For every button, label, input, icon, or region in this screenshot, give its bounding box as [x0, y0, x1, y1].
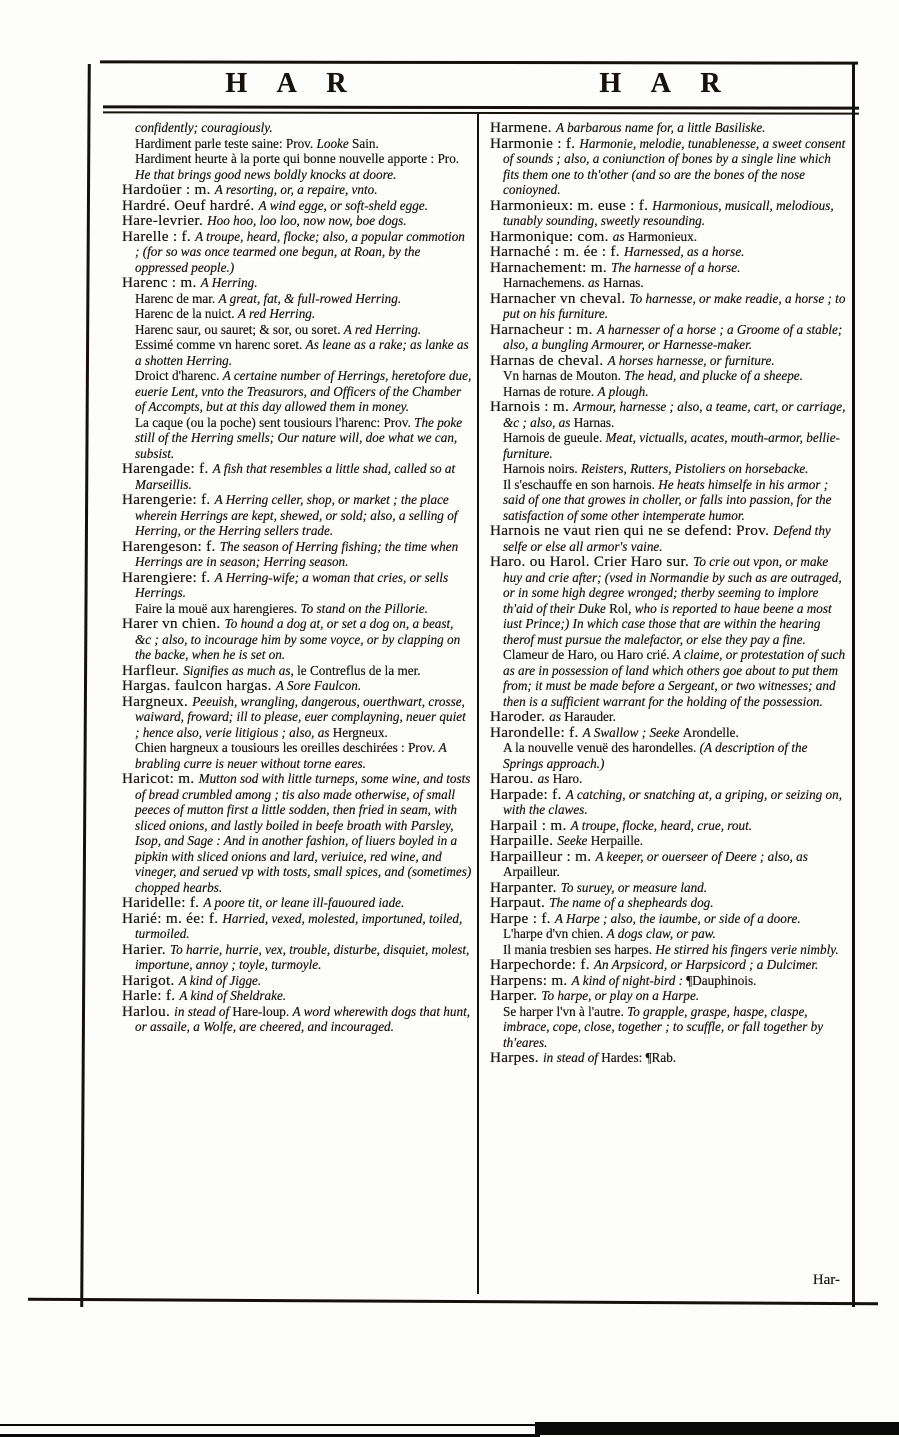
headword-text: Hardoüer : m. — [122, 181, 215, 198]
headword-text: Droict d'harenc. — [135, 368, 223, 383]
gloss-text: The poke still of the Herring smells; Our nature will, doe what we can, subsist. — [135, 414, 463, 461]
dictionary-entry — [122, 415, 472, 462]
gloss-text: Harmonious, musicall, melodious, tunably sounding, sweetly resounding. — [503, 197, 834, 228]
headword-text: La caque (ou la poche) sent tousiours l'harenc: Prov. — [135, 414, 415, 430]
gloss-text: A Harpe ; also, the iaumbe, or side of a doore. — [554, 910, 801, 926]
gloss-text: A poore tit, or leane ill-fauoured iade. — [203, 895, 405, 910]
gloss-text: The season of Herring fishing; the time when Herrings are in season; Herring season. — [135, 538, 459, 569]
dictionary-entry — [490, 523, 846, 554]
gloss-text: An Arpsicord, or Harpsicord ; a Dulcimer. — [593, 957, 819, 972]
headword-text: Harengiere: f. — [122, 568, 215, 586]
headword-text: Harenc de mar. — [135, 290, 219, 306]
gloss-text: A barbarous name for, a little Basiliske. — [555, 120, 766, 135]
headword-text: Rol — [609, 600, 629, 616]
headword-text: Harnois : m. — [490, 398, 574, 415]
dictionary-entry — [122, 678, 472, 694]
dictionary-entry — [490, 973, 846, 989]
headword-text: Il mania tresbien ses harpes. — [503, 941, 656, 957]
dictionary-entry — [122, 694, 472, 741]
dictionary-entry — [490, 353, 846, 369]
gloss-text: A Sore Faulcon. — [275, 678, 362, 693]
dictionary-entry — [490, 725, 846, 741]
gloss-text: A kind of Sheldrake. — [179, 988, 287, 1003]
dictionary-entry — [490, 291, 846, 322]
dictionary-entry — [490, 988, 846, 1004]
headword-text: Harenc : m. — [122, 274, 201, 291]
dictionary-entry — [122, 198, 472, 214]
column-left — [122, 120, 472, 1035]
dictionary-entry — [490, 942, 846, 958]
gloss-text: The name of a shepheards dog. — [549, 895, 714, 910]
headword-text: Hergneux. — [332, 724, 388, 740]
headword-text: Harnois ne vaut rien qui ne se defend: Prov. — [490, 522, 774, 539]
headword-text: Haricot: m. — [122, 770, 199, 787]
gloss-text: Seeke — [557, 833, 591, 848]
column-right — [490, 120, 846, 1066]
headword-text: Harmene. — [490, 119, 556, 136]
gloss-text: A catching, or snatching at, a griping, or seizing on, with the clawes. — [503, 786, 843, 817]
dictionary-entry — [122, 461, 472, 492]
headword-text: Harnaché : m. ée : f. — [490, 243, 624, 260]
dictionary-entry — [490, 244, 846, 260]
gloss-text: confidently; couragiously. — [135, 120, 273, 135]
headword-text: Harnas de roture. — [503, 383, 598, 399]
headword-text: Harmonie : f. — [490, 134, 580, 152]
headword-text: Harondelle: f. — [490, 723, 583, 741]
headword-text: ¶Dauphinois. — [686, 972, 757, 988]
gloss-text: Meat, victualls, acates, mouth-armor, bellie-furniture. — [503, 430, 840, 461]
headword-text: Harnas de cheval. — [490, 351, 608, 369]
headword-text: Harnois de gueule. — [503, 430, 606, 445]
gloss-text: Signifies as much as — [183, 662, 291, 678]
headword-text: Harer vn chien. — [122, 615, 225, 632]
gloss-text: A Swallow ; Seeke — [582, 724, 683, 740]
dictionary-entry — [490, 787, 846, 818]
headword-text: Hardes: ¶Rab. — [601, 1050, 677, 1065]
headword-text: Haro. — [552, 771, 583, 786]
dictionary-entry — [490, 771, 846, 787]
headword-text: Haridelle: f. — [122, 894, 204, 911]
headword-text: Harier. — [122, 940, 170, 958]
dictionary-entry — [122, 229, 472, 276]
headword-text: Harpaille. — [490, 832, 558, 849]
gloss-text: He that brings good news boldly knocks at doore. — [135, 166, 397, 182]
gloss-text: To hound a dog at, or set a dog on, a beast, &c ; also, to incourage him by some voyce, or by clapping on the backe, when he is set on. — [135, 616, 461, 662]
dictionary-entry — [490, 833, 846, 849]
scan-edge-band-thick — [535, 1422, 899, 1435]
gloss-text: Mutton sod with little turneps, some wine, and tosts of bread crumbled among ; tis also made otherwise, of small peeces of mutton first a little sodden, then fried in seam, with sliced onions, and lastly boiled in beefe broath with Parsley, Isop, and Sage : And in another fashion, of liuers boyled in a pipkin with sliced onions and lard, veriuice, red wine, and vineger, and serued vp with tosts, small spices, and (sometimes) chopped hearbs. — [135, 771, 472, 895]
headword-text: Harenc de la nuict. — [135, 306, 238, 321]
dictionary-entry — [122, 151, 472, 182]
headword-text: Harié: m. ée: f. — [122, 909, 223, 927]
dictionary-entry — [122, 337, 472, 368]
gloss-text: , who is reported to haue beene a most iust Prince;) In which case those that are within the hearing therof must pursue the malefactor, or else they pay a fine. — [503, 600, 832, 647]
headword-text: A la nouvelle venuë des harondelles. — [503, 740, 700, 755]
gloss-text: A kind of night-bird : — [571, 972, 687, 988]
running-head-left: H A R — [225, 68, 359, 99]
headword-text: Faire la mouë aux harengieres. — [135, 600, 301, 616]
headword-text: Harmonique: com. — [490, 227, 613, 245]
header-double-rule-top — [103, 105, 859, 109]
dictionary-entry — [122, 492, 472, 539]
gloss-text: as — [549, 709, 565, 724]
gloss-text: A dogs claw, or paw. — [606, 926, 716, 941]
gloss-text: in stead of — [543, 1050, 602, 1065]
dictionary-entry — [122, 895, 472, 911]
dictionary-entry — [122, 911, 472, 942]
headword-text: Harmonieux. — [627, 228, 698, 244]
gloss-text: To harnesse, or make readie, a horse ; to put on his furniture. — [503, 290, 846, 321]
gloss-text: A claime, or protestation of such as are in possession of land which others goe about to put them from; it must be made before a Sergeant, or two witnesses; and then is a sufficient warrant for the holding of the possession. — [503, 647, 846, 709]
headword-text: Harpechorde: f. — [490, 956, 594, 973]
dictionary-entry — [122, 136, 472, 152]
dictionary-entry — [490, 1004, 846, 1051]
headword-text: Se harper l'vn à l'autre. — [503, 1003, 628, 1019]
dictionary-entry — [122, 322, 472, 338]
headword-text: Hargas. faulcon hargas. — [122, 677, 276, 694]
gloss-text: To harrie, hurrie, vex, trouble, disturbe, disquiet, molest, importune, annoy ; toyle, turmoyle. — [135, 941, 470, 972]
headword-text: Harle: f. — [122, 987, 180, 1004]
gloss-text: A great, fat, & full-rowed Herring. — [218, 290, 402, 306]
headword-text: Hardré. Oeuf hardré. — [122, 196, 259, 214]
headword-text: Haro. ou Harol. Crier Haro sur. — [490, 553, 694, 570]
catchword: Har- — [812, 1272, 840, 1288]
dictionary-entry — [122, 182, 472, 198]
gloss-text: Harried, vexed, molested, importuned, toiled, turmoiled. — [135, 910, 463, 941]
headword-text: Harengeson: f. — [122, 537, 220, 555]
gloss-text: A resorting, or, a repaire, vnto. — [214, 182, 378, 197]
headword-text: Harnachemens. — [503, 275, 588, 290]
headword-text: Harelle : f. — [122, 227, 196, 245]
dictionary-entry — [490, 926, 846, 942]
gloss-text: To crie out vpon, or make huy and crie after; (vsed in Normandie by such as are outraged, or in some high degree wronged; therby seeming to implore th'aid of their Duke — [503, 554, 842, 616]
gloss-text: A Herring celler, shop, or market ; the place wherein Herrings are kept, shewed, or sold; also, a selling of Herring, or the Herring sellers trade. — [135, 492, 458, 538]
gloss-text: A harnesser of a horse ; a Groome of a stable; also, a bungling Armourer, or Harnesse-maker. — [503, 321, 843, 352]
gloss-text: To grapple, graspe, haspe, claspe, imbrace, cope, close, together ; to scuffle, or fall together by th'eares. — [503, 1003, 824, 1050]
gloss-text: A plough. — [597, 383, 649, 399]
column-divider-rule — [477, 114, 479, 1294]
dictionary-entry — [122, 942, 472, 973]
dictionary-entry — [122, 306, 472, 322]
headword-text: Vn harnas de Mouton. — [503, 368, 625, 383]
headword-text: Harenc saur, ou sauret; & sor, ou soret. — [135, 321, 344, 337]
headword-text: Hargneux. — [122, 692, 193, 710]
headword-text: Harnachement: m. — [490, 258, 612, 276]
gloss-text: He heats himselfe in his armor ; said of one that growes in choller, or falls into passion, for the satisfaction of some other intemperate humor. — [503, 476, 832, 523]
headword-text: Harpaut. — [490, 894, 550, 911]
dictionary-entry — [490, 136, 846, 198]
dictionary-entry — [122, 213, 472, 229]
gloss-text: The head, and plucke of a sheepe. — [624, 368, 803, 383]
headword-text: Harnois noirs. — [503, 461, 582, 476]
dictionary-entry — [122, 988, 472, 1004]
headword-text: Hare-levrier. — [122, 212, 208, 229]
gloss-text: A word wherewith dogs that hunt, or assaile, a Wolfe, are cheered, and incouraged. — [135, 1003, 471, 1034]
dictionary-entry — [490, 229, 846, 245]
dictionary-entry — [490, 275, 846, 291]
gloss-text: To stand on the Pillorie. — [300, 600, 428, 616]
gloss-text: To suruey, or measure land. — [560, 879, 708, 895]
gloss-text: as — [537, 771, 553, 786]
headword-text: Harou. — [490, 770, 538, 787]
headword-text: Haroder. — [490, 708, 550, 725]
running-head-right: H A R — [599, 68, 733, 99]
headword-text: Harpe : f. — [490, 909, 555, 927]
gloss-text: He stirred his fingers verie nimbly. — [655, 941, 839, 957]
gloss-text: (A description of the Springs approach.) — [503, 740, 808, 771]
gloss-text: as — [587, 275, 603, 290]
gloss-text: A troupe, heard, flocke; also, a popular commotion ; (for so was once tearmed one begun, at Roan, by the oppressed people.) — [135, 228, 465, 275]
dictionary-entry — [490, 818, 846, 834]
headword-text: Herpaille. — [590, 833, 644, 848]
headword-text: Harnacher vn cheval. — [490, 289, 630, 307]
dictionary-entry — [122, 539, 472, 570]
dictionary-entry — [490, 849, 846, 880]
gloss-text: A kind of Jigge. — [178, 972, 262, 988]
headword-text: Harfleur. — [122, 661, 184, 679]
gloss-text: A red Herring. — [237, 306, 316, 321]
dictionary-entry — [490, 368, 846, 384]
dictionary-entry — [490, 461, 846, 477]
dictionary-entry — [490, 260, 846, 276]
gloss-text: in stead of — [174, 1003, 233, 1019]
headword-text: Harnacheur : m. — [490, 320, 597, 338]
headword-text: Sain. — [352, 135, 379, 151]
dictionary-entry — [490, 895, 846, 911]
gloss-text: Reisters, Rutters, Pistoliers on horsebacke. — [581, 461, 809, 476]
headword-text: Harigot. — [122, 971, 179, 989]
gloss-text: A wind egge, or soft-sheld egge. — [258, 197, 428, 213]
header-double-rule-bottom — [103, 111, 859, 114]
dictionary-entry — [122, 973, 472, 989]
headword-text: Harpanter. — [490, 878, 561, 896]
headword-text: Harpens: m. — [490, 971, 572, 989]
headword-text: Harlou. — [122, 1002, 175, 1020]
headword-text: Harnas. — [573, 414, 615, 430]
headword-text: Hardiment heurte à la porte qui bonne nouvelle apporte : Pro. — [135, 151, 460, 166]
gloss-text: Peeuish, wrangling, dangerous, ouerthwart, crosse, waiward, froward; ill to please, euer complayning, neuer quiet ; hence also, verie litigious ; also, as — [135, 693, 466, 740]
dictionary-entry — [490, 709, 846, 725]
gloss-text: A brabling curre is neuer without torne eares. — [135, 740, 447, 771]
dictionary-entry — [490, 198, 846, 229]
headword-text: L'harpe d'vn chien. — [503, 926, 607, 941]
dictionary-entry — [490, 957, 846, 973]
page-frame-bottom-rule — [28, 1298, 878, 1305]
headword-text: Il s'eschauffe en son harnois. — [503, 476, 659, 492]
dictionary-entry — [490, 477, 846, 524]
gloss-text: A troupe, flocke, heard, crue, rout. — [570, 817, 753, 833]
headword-text: Hare-loup. — [232, 1003, 293, 1019]
gloss-text: A horses harnesse, or furniture. — [607, 352, 775, 368]
dictionary-entry — [490, 554, 846, 647]
headword-text: Harmonieux: m. euse : f. — [490, 196, 653, 214]
dictionary-entry — [122, 1004, 472, 1035]
gloss-text: A keeper, or ouerseer of Deere ; also, as — [595, 848, 808, 864]
gloss-text: A red Herring. — [343, 321, 422, 337]
gloss-text: Harmonie, melodie, tunablenesse, a sweet consent of sounds ; also, a coniunction of bones by a single line which fits them one to th'other (and so are the bones of the nose conioyned. — [503, 135, 846, 197]
headword-text: Harnas. — [602, 275, 644, 290]
headword-text: Harengade: f. — [122, 460, 213, 477]
gloss-text: A Herring-wife; a woman that cries, or sells Herrings. — [135, 569, 449, 600]
dictionary-entry — [490, 911, 846, 927]
dictionary-entry — [490, 740, 846, 771]
dictionary-entry — [490, 399, 846, 430]
dictionary-entry — [122, 368, 472, 415]
gloss-text: A certaine number of Herrings, heretofore due, euerie Lent, vnto the Treasurors, and Officers of the Chamber of Accompts, but at this day allowed them in money. — [135, 368, 472, 414]
gloss-text: Harnessed, as a horse. — [623, 244, 745, 259]
headword-text: , le Contreflus de la mer. — [290, 662, 421, 678]
dictionary-entry — [490, 880, 846, 896]
page-frame-left-rule — [80, 64, 91, 1307]
gloss-text: To harpe, or play on a Harpe. — [541, 988, 700, 1003]
headword-text: Essimé comme vn harenc soret. — [135, 337, 306, 352]
dictionary-entry — [490, 322, 846, 353]
gloss-text: as — [612, 228, 628, 244]
dictionary-entry — [490, 430, 846, 461]
headword-text: Arondelle. — [682, 724, 739, 740]
dictionary-entry — [122, 601, 472, 617]
headword-text: Harpade: f. — [490, 785, 566, 803]
headword-text: Harpailleur : m. — [490, 847, 596, 865]
gloss-text: A Herring. — [200, 275, 258, 290]
headword-text: Harpes. — [490, 1049, 544, 1066]
dictionary-entry — [122, 663, 472, 679]
dictionary-entry — [122, 275, 472, 291]
headword-text: Harpail : m. — [490, 816, 571, 834]
dictionary-entry — [122, 120, 472, 136]
dictionary-entry — [490, 647, 846, 709]
headword-text: Harper. — [490, 987, 542, 1004]
dictionary-entry — [122, 291, 472, 307]
gloss-text: The harnesse of a horse. — [611, 259, 741, 275]
page-frame-right-rule — [852, 62, 855, 1307]
page-frame-top-rule — [100, 60, 858, 64]
headword-text: Clameur de Haro, ou Haro crié. — [503, 647, 673, 662]
dictionary-entry — [122, 616, 472, 663]
headword-text: Hardiment parle teste saine: Prov. — [135, 135, 317, 151]
headword-text: Harengerie: f. — [122, 491, 215, 508]
gloss-text: Hoo hoo, loo loo, now now, boe dogs. — [207, 213, 407, 228]
dictionary-entry — [490, 120, 846, 136]
dictionary-entry — [122, 570, 472, 601]
gloss-text: Defend thy selfe or else all armor's vaine. — [503, 523, 831, 554]
dictionary-entry — [490, 384, 846, 400]
scan-edge-band-thin — [0, 1424, 540, 1437]
headword-text: Arpailleur. — [503, 864, 560, 879]
dictionary-entry — [490, 1050, 846, 1066]
gloss-text: Looke — [316, 135, 353, 151]
headword-text: Harauder. — [564, 709, 616, 724]
headword-text: Chien hargneux a tousiours les oreilles deschirées : Prov. — [135, 740, 439, 755]
dictionary-entry — [122, 740, 472, 771]
gloss-text: Armour, harnesse ; also, a teame, cart, or carriage, &c ; also, as — [503, 399, 846, 430]
gloss-text: As leane as a rake; as lanke as a shotten Herring. — [135, 337, 469, 368]
dictionary-entry — [122, 771, 472, 895]
gloss-text: A fish that resembles a little shad, called so at Marseillis. — [135, 461, 456, 492]
